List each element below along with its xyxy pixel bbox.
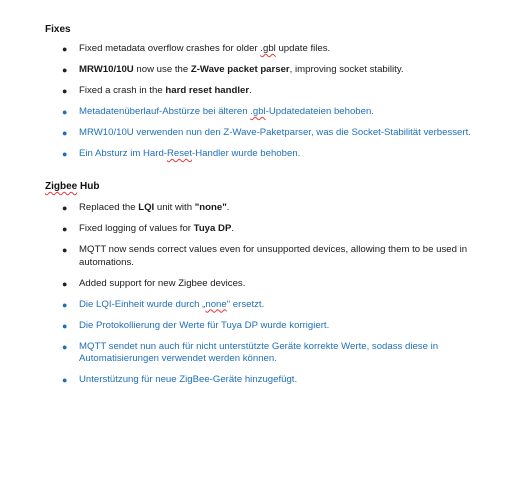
bullet-icon: ● [62,128,68,138]
bullet-icon: ● [62,44,68,54]
bullet-icon: ● [62,320,68,331]
bullet-icon: ● [62,86,68,96]
list-item: ● Replaced the LQI unit with "none". [62,202,230,213]
zigbee-hub-heading: Zigbee Hub [45,181,100,192]
bullet-icon: ● [62,278,68,289]
list-item: ● MQTT now sends correct values even for unsupported devices, allowing them to be used in automations. [62,244,468,268]
bullet-icon: ● [62,203,68,213]
list-item: ● Fixed a crash in the hard reset handler. [62,85,252,96]
list-item: ● Fixed metadata overflow crashes for older .gbl update files. [62,43,331,54]
bullet-icon: ● [62,65,68,75]
list-item: ● MRW10/10U now use the Z-Wave packet parser, improving socket stability. [62,64,404,75]
list-item: ● Metadatenüberlauf-Abstürze bei älteren .gbl-Updatedateien behoben. [62,106,374,117]
bullet-icon: ● [62,245,68,255]
list-item: ● MQTT sendet nun auch für nicht unterstützte Geräte korrekte Werte, sodass diese in Automatisierungen verwendet werden können. [62,340,439,364]
bullet-icon: ● [62,299,68,310]
zigbee-list [0,202,507,387]
bullet-icon: ● [62,375,68,385]
list-item: ● MRW10/10U verwenden nun den Z-Wave-Paketparser, was die Socket-Stabilität verbessert. [62,127,471,138]
fixes-heading: Fixes [45,24,71,35]
fixes-list [0,43,507,161]
list-item: ● Unterstützung für neue ZigBee-Geräte hinzugefügt. [62,374,298,385]
bullet-icon: ● [62,107,68,117]
bullet-icon: ● [62,224,68,234]
list-item: ● Die LQI-Einheit wurde durch „none" ersetzt. [62,298,265,310]
list-item: ● Ein Absturz im Hard-Reset-Handler wurde behoben. [62,148,301,159]
list-item: ● Die Protokollierung der Werte für Tuya DP wurde korrigiert. [62,319,330,331]
list-item: ● Added support for new Zigbee devices. [62,277,246,289]
bullet-icon: ● [62,341,68,352]
bullet-icon: ● [62,149,68,159]
list-item: ● Fixed logging of values for Tuya DP. [62,223,235,234]
